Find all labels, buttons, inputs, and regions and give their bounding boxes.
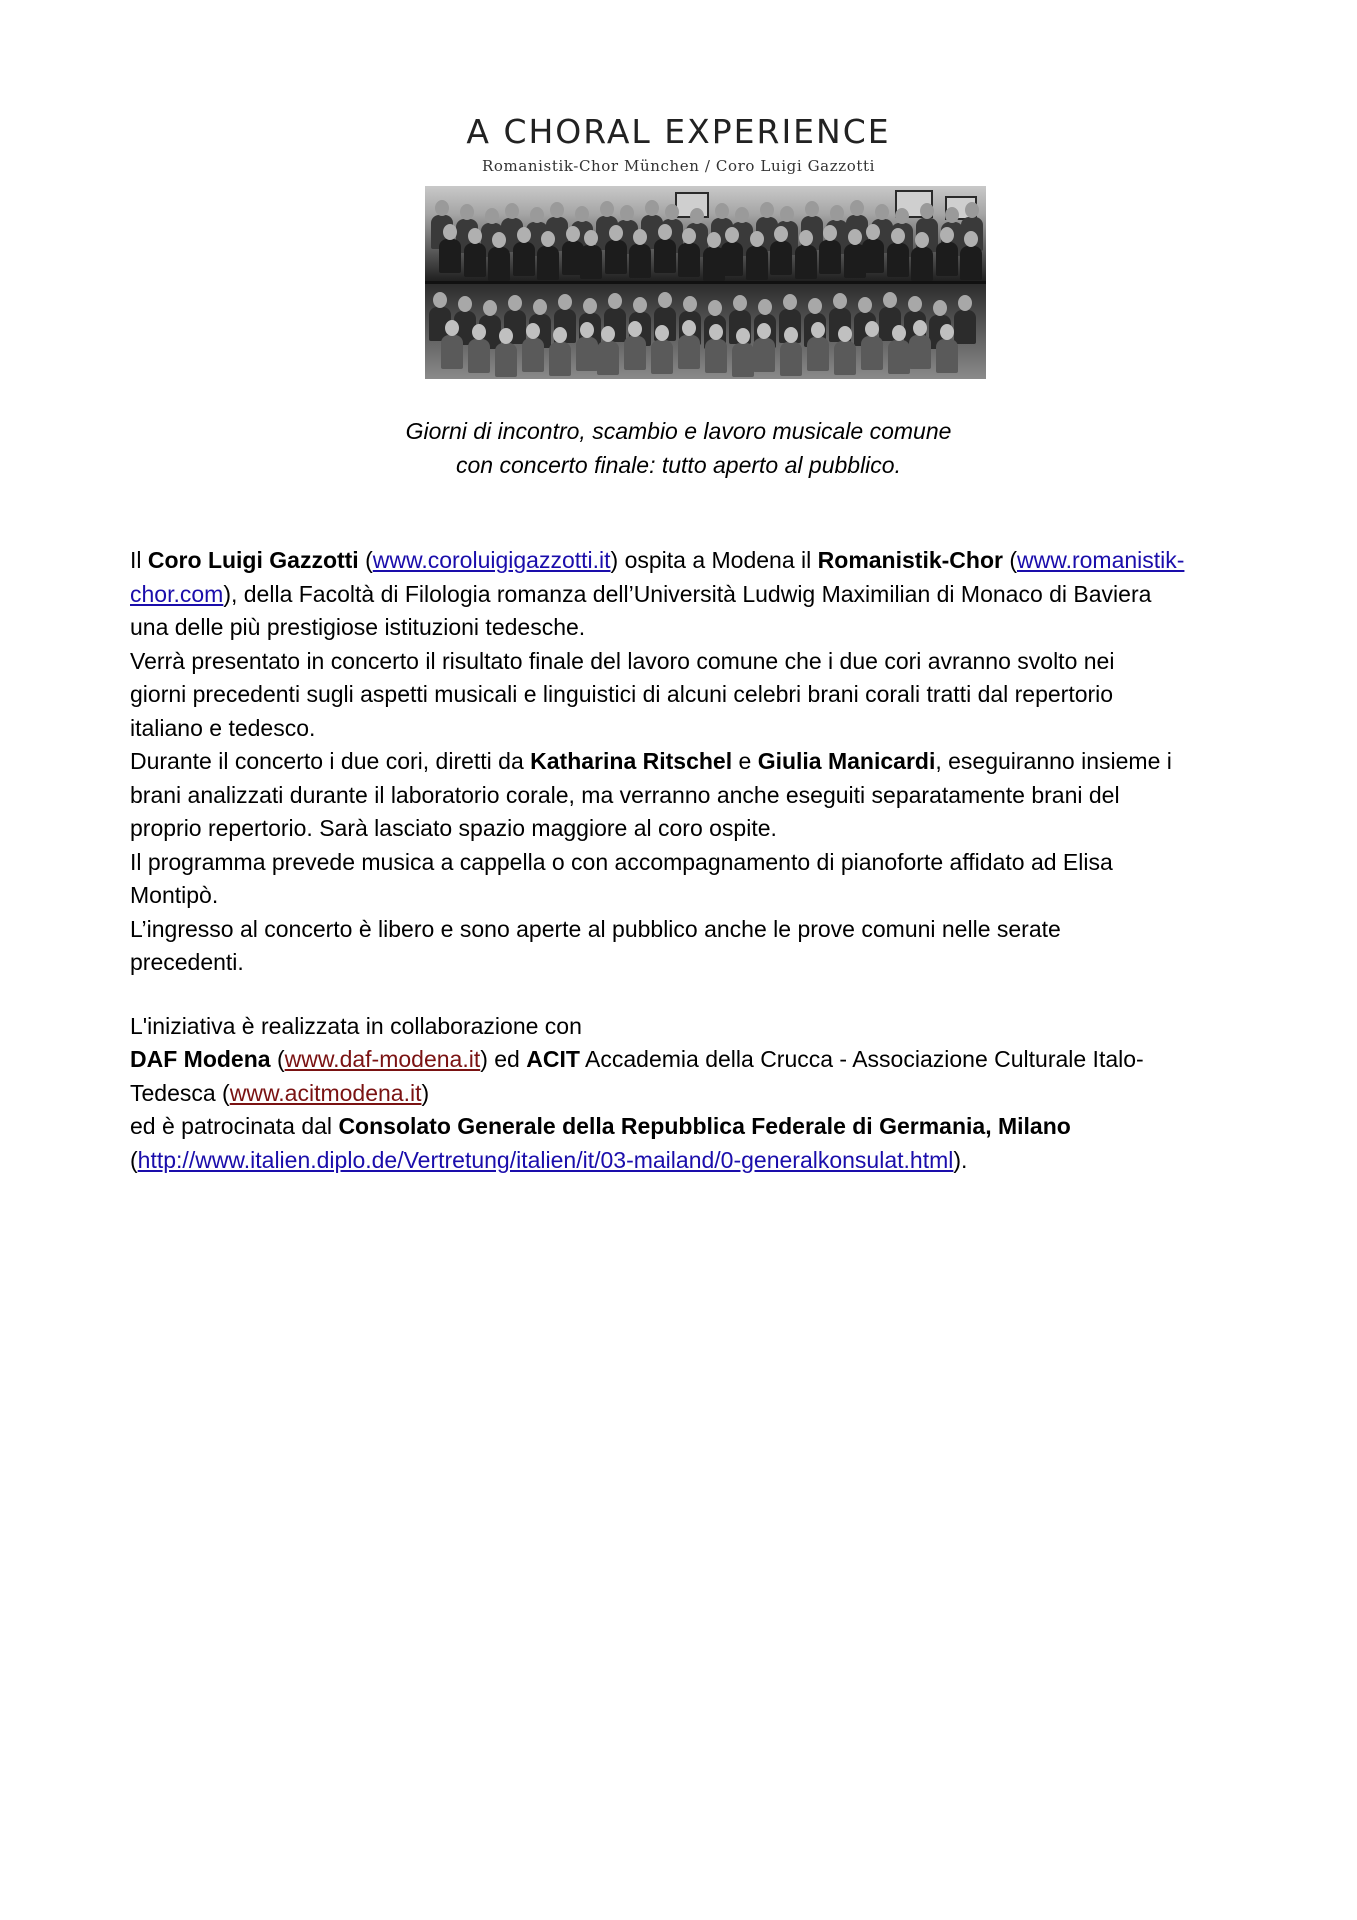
text-line: [130, 544, 1280, 578]
singer-head: [913, 320, 927, 336]
singer-head: [750, 231, 764, 247]
singer-head: [541, 231, 555, 247]
singer-head: [508, 295, 522, 311]
singer-head: [709, 324, 723, 340]
singer-head: [472, 324, 486, 340]
singer-head: [707, 232, 721, 248]
singer-body: [721, 242, 743, 276]
singer-body: [807, 337, 829, 371]
text-line: [130, 745, 1280, 779]
singer-body: [705, 339, 727, 373]
text-line: giorni precedenti sugli aspetti musicali e linguistici di alcuni celebri brani corali tratti dal repertorio: [130, 681, 1114, 707]
text-line: L'iniziativa è realizzata in collaborazione con: [130, 1012, 582, 1039]
singer-body: [746, 246, 768, 280]
logo-title: A CHORAL EXPERIENCE: [466, 112, 891, 151]
singer-body: [513, 242, 535, 276]
text-span: Accademia della Crucca - Associazione Culturale Italo-: [579, 1046, 1144, 1072]
singer-head: [492, 232, 506, 248]
text-span: ), della Facoltà di Filologia romanza dell’Università Ludwig Maximilian di Monaco di Baviera: [223, 580, 1152, 607]
singer-body: [862, 239, 884, 273]
singer-body: [495, 343, 517, 377]
singer-head: [658, 224, 672, 240]
singer-head: [758, 299, 772, 315]
singer-head: [533, 299, 547, 315]
singer-head: [584, 230, 598, 246]
text-line: proprio repertorio. Sarà lasciato spazio maggiore al coro ospite.: [130, 815, 777, 841]
text-span: e: [732, 748, 758, 774]
singer-body: [678, 335, 700, 369]
singer-head: [892, 325, 906, 341]
text-span: (: [358, 547, 373, 573]
singer-body: [468, 339, 490, 373]
text-line: [130, 1077, 1280, 1111]
text-line: precedenti.: [130, 949, 244, 975]
paragraph-gap: [130, 980, 1280, 1010]
singer-head: [505, 203, 519, 219]
singer-head: [526, 323, 540, 339]
singer-head: [558, 294, 572, 310]
singer-head: [435, 200, 449, 216]
singer-head: [850, 200, 864, 216]
document-body: [130, 544, 1280, 1177]
singer-body: [770, 241, 792, 275]
singer-head: [799, 230, 813, 246]
singer-body: [954, 310, 976, 344]
text-line: [130, 578, 1280, 612]
singer-body: [439, 239, 461, 273]
singer-head: [682, 228, 696, 244]
link-romanistik-chor[interactable]: www.romanistik-: [1017, 547, 1185, 573]
singer-head: [783, 294, 797, 310]
logo-subtitle: Romanistik-Chor München / Coro Luigi Gazzotti: [481, 157, 876, 175]
singer-body: [651, 340, 673, 374]
singer-head: [620, 205, 634, 221]
singer-body: [549, 342, 571, 376]
link-acitmodena[interactable]: www.acitmodena.it: [229, 1079, 422, 1106]
singer-body: [834, 341, 856, 375]
director-name: Giulia Manicardi: [757, 748, 936, 774]
text-span: , eseguiranno insieme i: [935, 748, 1172, 774]
singer-head: [866, 224, 880, 240]
text-line: [130, 1144, 1280, 1178]
singer-head: [517, 227, 531, 243]
singer-head: [774, 226, 788, 242]
text-line: brani analizzati durante il laboratorio corale, ma verranno anche eseguiti separatamente brani del: [130, 781, 1120, 808]
singer-head: [933, 300, 947, 316]
text-line: Il programma prevede musica a cappella o con accompagnamento di pianoforte affidato ad Elisa: [130, 848, 1113, 875]
singer-head: [458, 296, 472, 312]
singer-head: [833, 293, 847, 309]
text-span: (: [1002, 547, 1018, 573]
singer-head: [460, 204, 474, 220]
singer-head: [658, 292, 672, 308]
text-span: (: [270, 1046, 285, 1072]
singer-head: [683, 296, 697, 312]
singer-head: [915, 232, 929, 248]
singer-head: [682, 320, 696, 336]
singer-head: [445, 320, 459, 336]
text-span: ed è patrocinata dal: [130, 1113, 339, 1139]
singer-head: [965, 202, 979, 218]
singer-body: [464, 243, 486, 277]
singer-body: [605, 240, 627, 274]
singer-head: [499, 328, 513, 344]
text-line: Montipò.: [130, 882, 219, 908]
text-span: ) ospita a Modena il: [610, 547, 818, 573]
singer-head: [725, 227, 739, 243]
singer-head: [468, 228, 482, 244]
text-line: italiano e tedesco.: [130, 714, 316, 741]
text-span: Durante il concerto i due cori, diretti da: [130, 748, 531, 774]
singer-body: [936, 339, 958, 373]
choir-photo-banner: [425, 186, 986, 379]
singer-head: [940, 227, 954, 243]
singer-head: [805, 201, 819, 217]
singer-head: [858, 297, 872, 313]
singer-head: [808, 298, 822, 314]
singer-body: [629, 244, 651, 278]
singer-head: [875, 204, 889, 220]
singer-body: [624, 336, 646, 370]
singer-body: [753, 338, 775, 372]
singer-head: [848, 229, 862, 245]
singer-body: [537, 246, 559, 280]
photo-divider: [425, 281, 986, 284]
singer-body: [580, 245, 602, 279]
singer-body: [488, 247, 510, 281]
tagline: [0, 414, 1357, 482]
text-span: Il: [130, 547, 148, 573]
singer-head: [733, 295, 747, 311]
singer-body: [795, 245, 817, 279]
singer-head: [633, 297, 647, 313]
singer-head: [736, 328, 750, 344]
singer-head: [645, 200, 659, 216]
singer-body: [936, 242, 958, 276]
singer-body: [909, 335, 931, 369]
text-line: [130, 1043, 1280, 1077]
singer-head: [940, 324, 954, 340]
text-span: Tedesca (: [130, 1079, 230, 1106]
link-daf-modena[interactable]: www.daf-modena.it: [284, 1046, 481, 1072]
singer-head: [628, 321, 642, 337]
choir-name-gazzotti: Coro Luigi Gazzotti: [147, 547, 359, 573]
singer-body: [654, 239, 676, 273]
singer-head: [735, 207, 749, 223]
singer-body: [732, 343, 754, 377]
partner-name: ACIT: [526, 1046, 580, 1072]
singer-head: [530, 207, 544, 223]
singer-head: [609, 225, 623, 241]
singer-body: [960, 246, 982, 280]
singer-body: [888, 340, 910, 374]
text-line: una delle più prestigiose istituzioni tedesche.: [130, 614, 586, 640]
singer-head: [583, 298, 597, 314]
singer-head: [784, 327, 798, 343]
singer-head: [600, 201, 614, 217]
singer-head: [945, 207, 959, 223]
singer-body: [819, 240, 841, 274]
singer-head: [895, 208, 909, 224]
text-span: (: [130, 1146, 138, 1173]
singer-head: [811, 322, 825, 338]
singer-head: [838, 326, 852, 342]
singer-head: [958, 295, 972, 311]
partner-name: DAF Modena: [130, 1046, 271, 1072]
text-line: L’ingresso al concerto è libero e sono aperte al pubblico anche le prove comuni nelle serate: [130, 915, 1061, 942]
singer-body: [780, 342, 802, 376]
singer-body: [441, 335, 463, 369]
singer-head: [633, 229, 647, 245]
singer-body: [678, 243, 700, 277]
singer-head: [891, 228, 905, 244]
text-span: ) ed: [480, 1046, 527, 1072]
singer-body: [522, 338, 544, 372]
singer-head: [780, 206, 794, 222]
singer-head: [883, 292, 897, 308]
singer-head: [715, 203, 729, 219]
link-romanistik-chor[interactable]: chor.com: [130, 580, 224, 607]
director-name: Katharina Ritschel: [530, 748, 733, 774]
singer-body: [861, 336, 883, 370]
choir-name-romanistik: Romanistik-Chor: [817, 547, 1003, 573]
singer-head: [608, 293, 622, 309]
singer-head: [575, 206, 589, 222]
singer-body: [887, 243, 909, 277]
singer-head: [485, 208, 499, 224]
singer-head: [830, 205, 844, 221]
singer-head: [823, 225, 837, 241]
singer-head: [443, 224, 457, 240]
singer-head: [553, 327, 567, 343]
text-span: ).: [953, 1146, 968, 1173]
singer-head: [601, 326, 615, 342]
link-coroluigigazzotti[interactable]: www.coroluigigazzotti.it: [372, 547, 611, 573]
singer-head: [665, 204, 679, 220]
singer-head: [865, 321, 879, 337]
patron-name: Consolato Generale della Repubblica Federale di Germania, Milano: [338, 1113, 1071, 1139]
singer-body: [911, 247, 933, 281]
singer-head: [433, 292, 447, 308]
text-line: Verrà presentato in concerto il risultato finale del lavoro comune che i due cori avranno svolto nei: [130, 647, 1115, 674]
singer-body: [576, 337, 598, 371]
singer-head: [760, 202, 774, 218]
singer-head: [920, 203, 934, 219]
link-consulate[interactable]: http://www.italien.diplo.de/Vertretung/italien/it/03-mailand/0-generalkonsulat.html: [137, 1146, 954, 1173]
singer-head: [566, 226, 580, 242]
singer-body: [597, 341, 619, 375]
tagline-line: Giorni di incontro, scambio e lavoro musicale comune: [405, 418, 952, 444]
singer-head: [483, 300, 497, 316]
singer-head: [690, 208, 704, 224]
singer-head: [908, 296, 922, 312]
singer-head: [550, 202, 564, 218]
tagline-line: con concerto finale: tutto aperto al pubblico.: [456, 452, 901, 478]
text-span: ): [421, 1079, 430, 1106]
singer-head: [964, 231, 978, 247]
singer-head: [708, 300, 722, 316]
text-line: [130, 1110, 1280, 1144]
singer-head: [757, 323, 771, 339]
singer-head: [655, 325, 669, 341]
singer-head: [580, 322, 594, 338]
